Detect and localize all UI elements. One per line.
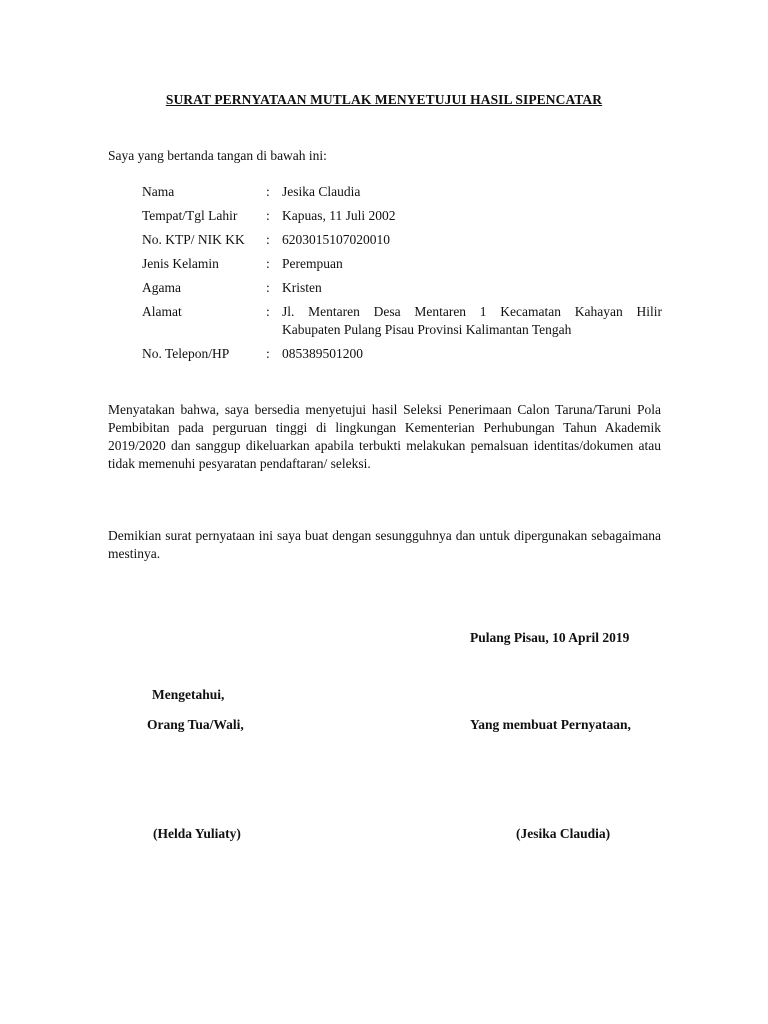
field-colon: : [266,280,270,295]
field-value: Kristen [282,280,322,295]
field-row-phone [142,345,662,363]
field-value: Kapuas, 11 Juli 2002 [282,208,396,223]
statement-paragraph: Menyatakan bahwa, saya bersedia menyetujui hasil Seleksi Penerimaan Calon Taruna/Taruni Pola Pembibitan pada perguruan tinggi di lingkungan Kementerian Perhubungan Tahun Akademik 2019/2020 dan sanggup dikeluarkan apabila terbukti melakukan pemalsuan identitas/dokumen atau tidak memenuhi pesyaratan pendaftaran/ seleksi. [108,402,661,471]
field-colon: : [266,232,270,247]
document-title: SURAT PERNYATAAN MUTLAK MENYETUJUI HASIL SIPENCATAR [165,92,603,107]
field-row-birth [142,207,662,225]
field-label: No. KTP/ NIK KK [142,232,245,247]
acknowledged-label: Mengetahui, [152,687,225,702]
field-value: Perempuan [282,256,343,271]
field-row-address [142,303,662,339]
field-label: Agama [142,280,181,295]
field-label: Nama [142,184,175,199]
address-line-2: Kabupaten Pulang Pisau Provinsi Kalimantan Tengah [282,322,572,337]
field-label: Jenis Kelamin [142,256,219,271]
field-row-ktp [142,231,662,249]
intro-text: Saya yang bertanda tangan di bawah ini: [108,148,327,163]
field-label: Tempat/Tgl Lahir [142,208,238,223]
field-value [282,303,662,339]
field-value: 085389501200 [282,346,363,361]
field-colon: : [266,184,270,199]
field-value: 6203015107020010 [282,232,390,247]
field-label: Alamat [142,304,182,319]
field-colon: : [266,304,270,319]
parent-role: Orang Tua/Wali, [147,717,244,732]
field-colon: : [266,256,270,271]
maker-signature-name: (Jesika Claudia) [516,826,611,841]
field-colon: : [266,346,270,361]
field-value: Jesika Claudia [282,184,361,199]
field-row-nama [142,183,662,201]
field-label: No. Telepon/HP [142,346,230,361]
field-colon: : [266,208,270,223]
field-row-religion [142,279,662,297]
parent-signature-name: (Helda Yuliaty) [153,826,241,841]
field-row-gender [142,255,662,273]
place-date: Pulang Pisau, 10 April 2019 [470,630,630,645]
closing-paragraph: Demikian surat pernyataan ini saya buat dengan sesungguhnya dan untuk dipergunakan sebagaimana mestinya. [108,528,661,561]
maker-role: Yang membuat Pernyataan, [470,717,631,732]
address-line-1: Jl. Mentaren Desa Mentaren 1 Kecamatan Kahayan Hilir [282,304,662,319]
